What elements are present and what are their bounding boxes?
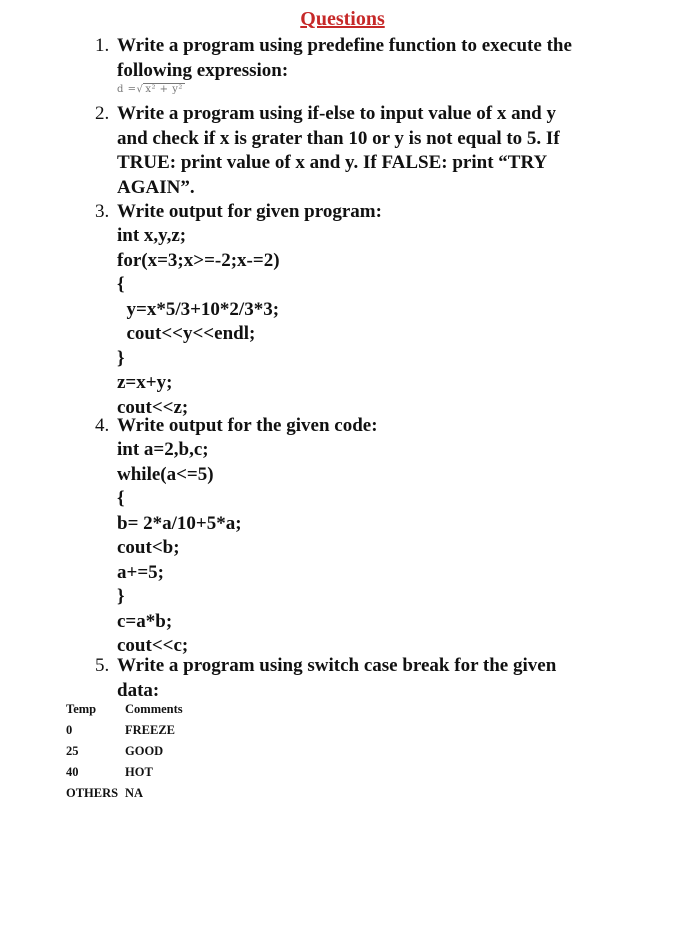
question-5 <box>95 654 635 703</box>
question-3 <box>95 200 635 225</box>
question-text-line: Write a program using if-else to input value of x and y <box>117 103 556 124</box>
table-header: Comments <box>125 702 183 716</box>
question-text-line: data: <box>117 679 160 701</box>
question-text-line: Write output for the given code: <box>117 415 378 436</box>
formula-lhs: d = <box>117 84 137 95</box>
question-text-line: Write a program using predefine function to execute the <box>117 35 572 56</box>
code-line: int x,y,z; <box>117 225 187 246</box>
distance-formula <box>117 84 185 95</box>
code-line: a+=5; <box>117 561 164 583</box>
table-cell: GOOD <box>125 744 164 758</box>
table-cell: HOT <box>125 765 153 779</box>
table-cell: FREEZE <box>125 723 176 737</box>
table-cell: NA <box>125 786 144 800</box>
question-2 <box>95 102 635 200</box>
code-line: y=x*5/3+10*2/3*3; <box>117 298 280 320</box>
table-cell: OTHERS <box>66 786 119 800</box>
code-line: b= 2*a/10+5*a; <box>117 512 242 534</box>
table-cell: 40 <box>66 765 79 779</box>
question-text-line: and check if x is grater than 10 or y is not equal to 5. If <box>117 127 560 149</box>
code-block-q4 <box>117 438 242 659</box>
code-line: } <box>117 347 125 369</box>
formula-radicand: x² + y² <box>145 84 183 95</box>
question-text-line: TRUE: print value of x and y. If FALSE: print “TRY <box>117 152 548 173</box>
code-line: { <box>117 274 125 295</box>
table-header: Temp <box>66 702 97 716</box>
code-line: int a=2,b,c; <box>117 439 209 460</box>
code-line: cout<<z; <box>117 396 189 418</box>
code-line: for(x=3;x>=-2;x-=2) <box>117 249 280 271</box>
code-line: } <box>117 586 125 607</box>
code-line: { <box>117 488 125 509</box>
code-line: c=a*b; <box>117 610 173 632</box>
question-text-line: AGAIN”. <box>117 176 195 198</box>
question-1 <box>95 34 635 83</box>
question-number: 2. <box>95 103 110 124</box>
question-number: 4. <box>95 415 110 436</box>
question-text-line: Write a program using switch case break for the given <box>117 655 557 676</box>
question-number: 1. <box>95 35 110 56</box>
question-text-line: Write output for given program: <box>117 201 382 222</box>
page-title: Questions <box>300 8 385 30</box>
question-text-line: following expression: <box>117 59 289 81</box>
sqrt-icon: √ <box>136 84 144 95</box>
code-line: cout<<c; <box>117 635 189 656</box>
question-number: 5. <box>95 655 110 676</box>
code-line: while(a<=5) <box>117 463 214 485</box>
table-cell: 0 <box>66 723 73 737</box>
question-4 <box>95 414 635 439</box>
code-line: z=x+y; <box>117 372 173 393</box>
table-cell: 25 <box>66 744 79 758</box>
code-line: cout<<y<<endl; <box>117 323 256 344</box>
code-block-q3 <box>117 224 280 420</box>
code-line: cout<b; <box>117 537 180 558</box>
question-number: 3. <box>95 201 110 222</box>
